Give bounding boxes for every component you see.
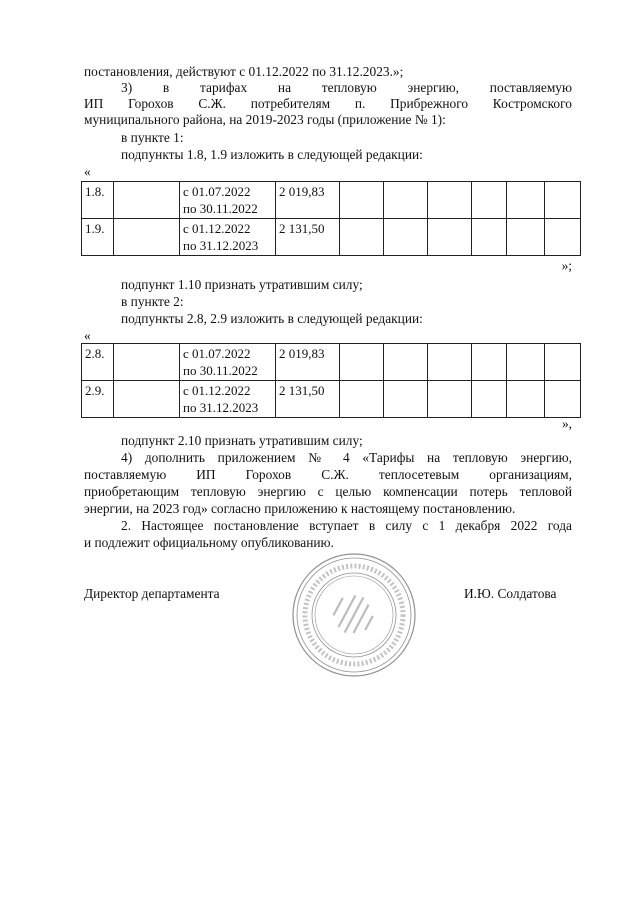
empty-cell [114, 219, 180, 256]
empty-cell [472, 381, 507, 418]
text-line: и подлежит официальному опубликованию. [84, 535, 334, 550]
empty-cell [507, 344, 545, 381]
text-line: в пункте 1: [121, 130, 184, 145]
period-start: с 01.12.2022 [183, 221, 251, 236]
empty-cell [507, 182, 545, 219]
table-row [82, 344, 581, 381]
empty-cell [114, 344, 180, 381]
empty-cell [472, 344, 507, 381]
empty-cell [114, 182, 180, 219]
empty-cell [472, 182, 507, 219]
empty-cell [114, 381, 180, 418]
text-line: приобретающим тепловую энергию с целью компенсации потерь тепловой [84, 484, 572, 499]
empty-cell [384, 381, 428, 418]
text-line: энергии, на 2023 год» согласно приложению к настоящему постановлению. [84, 501, 516, 516]
empty-cell [507, 381, 545, 418]
tariff-value: 2 131,50 [276, 381, 340, 418]
signatory-title: Директор департамента [84, 586, 220, 601]
text-line: муниципального района, на 2019-2023 годы (приложение № 1): [84, 112, 446, 127]
empty-cell [428, 182, 472, 219]
period-end: по 31.12.2023 [183, 238, 259, 253]
empty-cell [428, 219, 472, 256]
text-line: 2. Настоящее постановление вступает в силу с 1 декабря 2022 года [121, 518, 572, 533]
text-line: подпункт 2.10 признать утратившим силу; [121, 433, 363, 448]
empty-cell [384, 219, 428, 256]
tariff-value: 2 019,83 [276, 182, 340, 219]
empty-cell [340, 344, 384, 381]
table-row [82, 381, 581, 418]
text-line: поставляемую ИП Горохов С.Ж. теплосетевым организациям, [84, 467, 572, 482]
text-line: 4) дополнить приложением № 4 «Тарифы на тепловую энергию, [121, 450, 572, 465]
signatory-name: И.Ю. Солдатова [464, 586, 557, 601]
text-line: 3) в тарифах на тепловую энергию, поставляемую [121, 80, 572, 95]
empty-cell [340, 182, 384, 219]
official-seal [284, 550, 424, 680]
period-end: по 31.12.2023 [183, 400, 259, 415]
period-end: по 30.11.2022 [183, 363, 258, 378]
empty-cell [428, 344, 472, 381]
close-quote: », [561, 416, 572, 431]
empty-cell [472, 219, 507, 256]
text-line: в пункте 2: [121, 294, 184, 309]
empty-cell [545, 344, 581, 381]
text-line: постановления, действуют с 01.12.2022 по 31.12.2023.»; [84, 64, 404, 79]
row-number: 2.8. [82, 344, 114, 381]
empty-cell [384, 344, 428, 381]
empty-cell [545, 182, 581, 219]
text-line: подпункты 1.8, 1.9 изложить в следующей редакции: [121, 147, 423, 162]
period-cell [180, 219, 276, 256]
period-cell [180, 381, 276, 418]
open-quote: « [84, 164, 91, 179]
row-number: 1.9. [82, 219, 114, 256]
table-row [82, 219, 581, 256]
tariff-value: 2 019,83 [276, 344, 340, 381]
empty-cell [384, 182, 428, 219]
period-cell [180, 344, 276, 381]
period-cell [180, 182, 276, 219]
empty-cell [507, 219, 545, 256]
table-row [82, 182, 581, 219]
text-line: подпункты 2.8, 2.9 изложить в следующей редакции: [121, 311, 423, 326]
open-quote: « [84, 328, 91, 343]
tariff-table-1 [81, 181, 581, 256]
period-end: по 30.11.2022 [183, 201, 258, 216]
empty-cell [340, 381, 384, 418]
tariff-table-2 [81, 343, 581, 418]
text-line: ИП Горохов С.Ж. потребителям п. Прибрежного Костромского [84, 96, 572, 111]
text-line: подпункт 1.10 признать утратившим силу; [121, 277, 363, 292]
tariff-value: 2 131,50 [276, 219, 340, 256]
empty-cell [545, 381, 581, 418]
empty-cell [340, 219, 384, 256]
empty-cell [428, 381, 472, 418]
row-number: 2.9. [82, 381, 114, 418]
period-start: с 01.07.2022 [183, 346, 251, 361]
close-quote: »; [561, 258, 572, 273]
empty-cell [545, 219, 581, 256]
period-start: с 01.07.2022 [183, 184, 251, 199]
period-start: с 01.12.2022 [183, 383, 251, 398]
row-number: 1.8. [82, 182, 114, 219]
